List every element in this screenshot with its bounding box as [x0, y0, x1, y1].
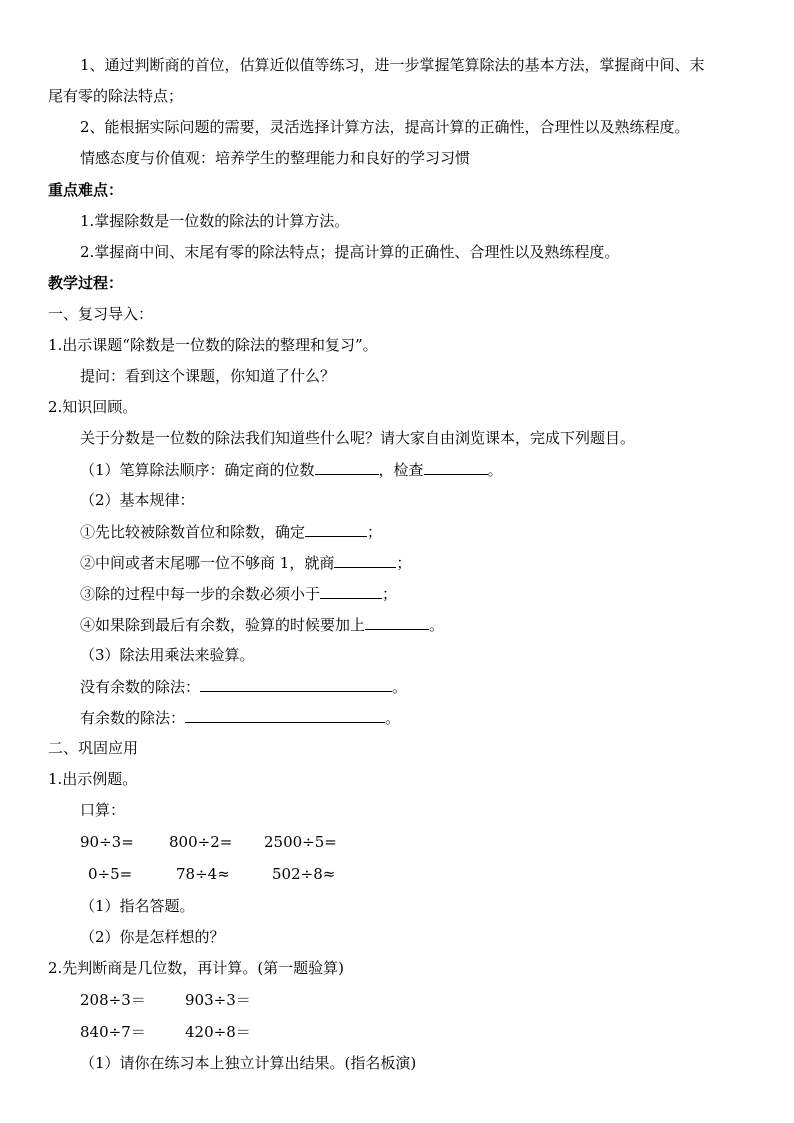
rule-4-end: 。 — [429, 616, 445, 634]
rule-3-end: ； — [382, 585, 398, 603]
blank-line — [424, 459, 488, 475]
calc-1-3: 2500÷5= — [264, 833, 337, 851]
section-1-title: 一、复习导入： — [48, 305, 154, 323]
section-2-task: （1）请你在练习本上独立计算出结果。(指名板演) — [80, 1054, 417, 1072]
remainder-line — [80, 707, 400, 728]
section-1-intro: 关于分数是一位数的除法我们知道些什么呢？请大家自由浏览课本，完成下列题目。 — [80, 429, 636, 447]
objective-3: 情感态度与价值观：培养学生的整理能力和良好的学习习惯 — [80, 149, 471, 167]
rule-2-text: ②中间或者末尾哪一位不够商 1，就商 — [80, 554, 335, 572]
calc-2-1: 0÷5= — [88, 865, 133, 883]
blank-line — [320, 583, 382, 599]
rule-2 — [80, 552, 411, 573]
no-remainder-line — [80, 676, 407, 697]
question-2: （2）基本规律： — [80, 491, 195, 509]
process-heading: 教学过程： — [48, 274, 124, 292]
calc-2-3: 502÷8≈ — [272, 865, 336, 883]
rule-1-end: ； — [367, 523, 383, 541]
section-1-item-1: 1.出示课题“除数是一位数的除法的整理和复习”。 — [48, 336, 378, 354]
rule-3-text: ③除的过程中每一步的余数必须小于 — [80, 585, 321, 603]
calc-3-1: 208÷3＝ — [80, 991, 146, 1009]
blank-line — [315, 459, 379, 475]
question-1-text-b: ，检查 — [378, 461, 424, 479]
calc-1-1: 90÷3= — [80, 833, 134, 851]
remainder-end: 。 — [385, 709, 401, 727]
section-1-item-2: 2.知识回顾。 — [48, 398, 138, 416]
rule-2-end: ； — [396, 554, 412, 572]
rule-1-text: ①先比较被除数首位和除数，确定 — [80, 523, 306, 541]
question-1-text-c: 。 — [487, 461, 503, 479]
section-2-item-2: 2.先判断商是几位数，再计算。(第一题验算) — [48, 959, 345, 977]
blank-line — [200, 676, 392, 692]
rule-1 — [80, 521, 382, 542]
calc-4-2: 420÷8＝ — [185, 1023, 251, 1041]
section-1-question: 提问：看到这个课题，你知道了什么？ — [80, 367, 336, 385]
oral-calc-label: 口算： — [80, 801, 126, 819]
rule-3 — [80, 583, 397, 604]
blank-line — [185, 707, 385, 723]
remainder-label: 有余数的除法： — [80, 709, 186, 727]
blank-line — [365, 614, 429, 630]
rule-4 — [80, 614, 444, 635]
key-points-heading: 重点难点： — [48, 181, 124, 199]
blank-line — [305, 521, 367, 537]
question-1 — [80, 459, 503, 480]
rule-4-text: ④如果除到最后有余数，验算的时候要加上 — [80, 616, 366, 634]
key-point-1: 1.掌握除数是一位数的除法的计算方法。 — [80, 212, 350, 230]
calc-4-1: 840÷7＝ — [80, 1023, 146, 1041]
calc-2-2: 78÷4≈ — [176, 865, 230, 883]
section-2-item-1: 1.出示例题。 — [48, 770, 138, 788]
section-2-question-2: （2）你是怎样想的？ — [80, 928, 225, 946]
question-1-text-a: （1）笔算除法顺序：确定商的位数 — [80, 461, 315, 479]
calc-1-2: 800÷2= — [169, 833, 233, 851]
no-remainder-label: 没有余数的除法： — [80, 678, 201, 696]
no-remainder-end: 。 — [392, 678, 408, 696]
objective-1-line-1: 1、通过判断商的首位，估算近似值等练习，进一步掌握笔算除法的基本方法，掌握商中间、末 — [80, 56, 705, 74]
blank-line — [334, 552, 396, 568]
section-2-title: 二、巩固应用 — [48, 739, 139, 757]
calc-3-2: 903÷3＝ — [185, 991, 251, 1009]
objective-2: 2、能根据实际问题的需要，灵活选择计算方法，提高计算的正确性，合理性以及熟练程度。 — [80, 118, 690, 136]
objective-1-line-2: 尾有零的除法特点； — [48, 87, 184, 105]
key-point-2: 2.掌握商中间、末尾有零的除法特点；提高计算的正确性、合理性以及熟练程度。 — [80, 243, 620, 261]
question-3: （3）除法用乘法来验算。 — [80, 646, 255, 664]
section-2-question-1: （1）指名答题。 — [80, 897, 195, 915]
